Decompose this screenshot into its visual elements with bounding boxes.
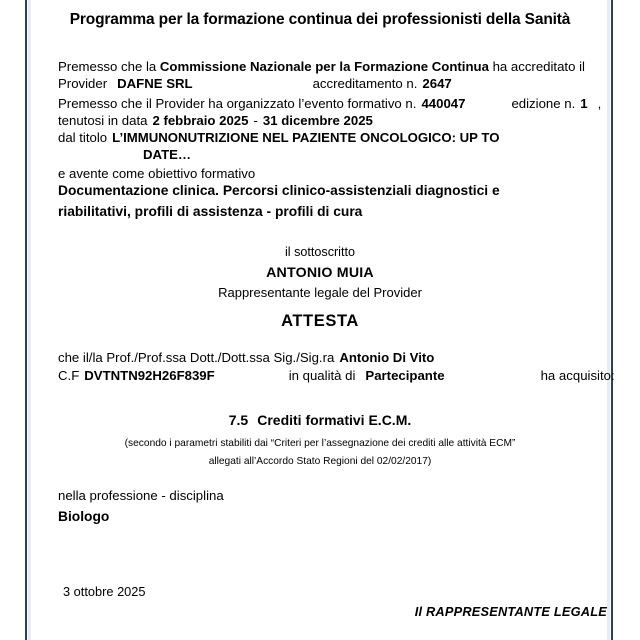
profession-value: Biologo [58, 509, 110, 524]
objective-line-1: Documentazione clinica. Percorsi clinico-assistenziali diagnostici e [58, 183, 500, 198]
signature-title: Il RAPPRESENTANTE LEGALE [414, 604, 607, 619]
fiscal-code-label: C.F [58, 368, 80, 383]
signatory-role: Rappresentante legale del Provider [218, 285, 422, 300]
accreditation-premise-line [58, 59, 585, 74]
signatory-name: ANTONIO MUIA [266, 265, 374, 281]
event-title-line-2: DATE… [143, 147, 192, 162]
certificate-content [33, 0, 615, 640]
edition-comma: , [597, 96, 602, 111]
signatory-intro: il sottoscritto [285, 245, 355, 259]
profession-label: nella professione - disciplina [58, 488, 224, 503]
credits-note-line-1: (secondo i parametri stabiliti dai “Criteri per l’assegnazione dei crediti alle attività ECM” [124, 438, 516, 449]
objective-line-2: riabilitativi, profili di assistenza - profili di cura [58, 204, 363, 219]
attesta-heading: ATTESTA [281, 312, 359, 330]
commission-name: Commissione Nazionale per la Formazione Continua [159, 59, 489, 74]
participant-titles-prefix: che il/la Prof./Prof.ssa Dott./Dott.ssa Sig./Sig.ra [58, 350, 335, 365]
event-number-line [58, 96, 601, 111]
credits-note-line-2: allegati all’Accordo Stato Regioni del 02/02/2017) [208, 456, 432, 467]
credits-amount: 7.5 [228, 412, 249, 428]
acquired-label: ha acquisito: [540, 368, 615, 383]
accreditation-number: 2647 [422, 76, 452, 91]
document-title: Programma per la formazione continua dei professionisti della Sanità [69, 11, 571, 28]
credits-line [33, 412, 607, 428]
objective-label: e avente come obiettivo formativo [58, 166, 256, 181]
page-border-left-soft [28, 0, 31, 640]
date-separator: - [253, 113, 258, 128]
event-number: 440047 [421, 96, 466, 111]
page-border-right [611, 0, 613, 640]
event-start-date: 2 febbraio 2025 [152, 113, 249, 128]
edition-label: edizione n. [511, 96, 576, 111]
accreditation-label: accreditamento n. [312, 76, 418, 91]
credits-unit: Crediti formativi E.C.M. [257, 412, 412, 428]
event-title-line-1 [58, 130, 499, 145]
page-border-left [25, 0, 27, 640]
fiscal-code-value: DVTNTN92H26F839F [84, 368, 215, 383]
page-border-right-soft [607, 0, 610, 640]
premise-lead-text: Premesso che la [58, 59, 160, 74]
event-title-text-1: L’IMMUNONUTRIZIONE NEL PAZIENTE ONCOLOGICO: UP TO [112, 130, 500, 145]
participant-role-value: Partecipante [365, 368, 445, 383]
provider-label: Provider [58, 76, 108, 91]
fiscal-code-line [58, 368, 615, 383]
event-end-date: 31 dicembre 2025 [262, 113, 373, 128]
event-dates-line [58, 113, 373, 128]
event-title-label: dal titolo [58, 130, 108, 145]
participant-line [58, 350, 434, 365]
issue-date: 3 ottobre 2025 [63, 584, 146, 599]
premise-tail-text: ha accreditato il [488, 59, 585, 74]
participant-name: Antonio Di Vito [339, 350, 435, 365]
held-date-label: tenutosi in data [58, 113, 148, 128]
event-organized-label: Premesso che il Provider ha organizzato l’evento formativo n. [58, 96, 417, 111]
participant-role-label: in qualità di [288, 368, 356, 383]
edition-number: 1 [580, 96, 588, 111]
provider-name: DAFNE SRL [117, 76, 193, 91]
provider-line [58, 76, 452, 91]
